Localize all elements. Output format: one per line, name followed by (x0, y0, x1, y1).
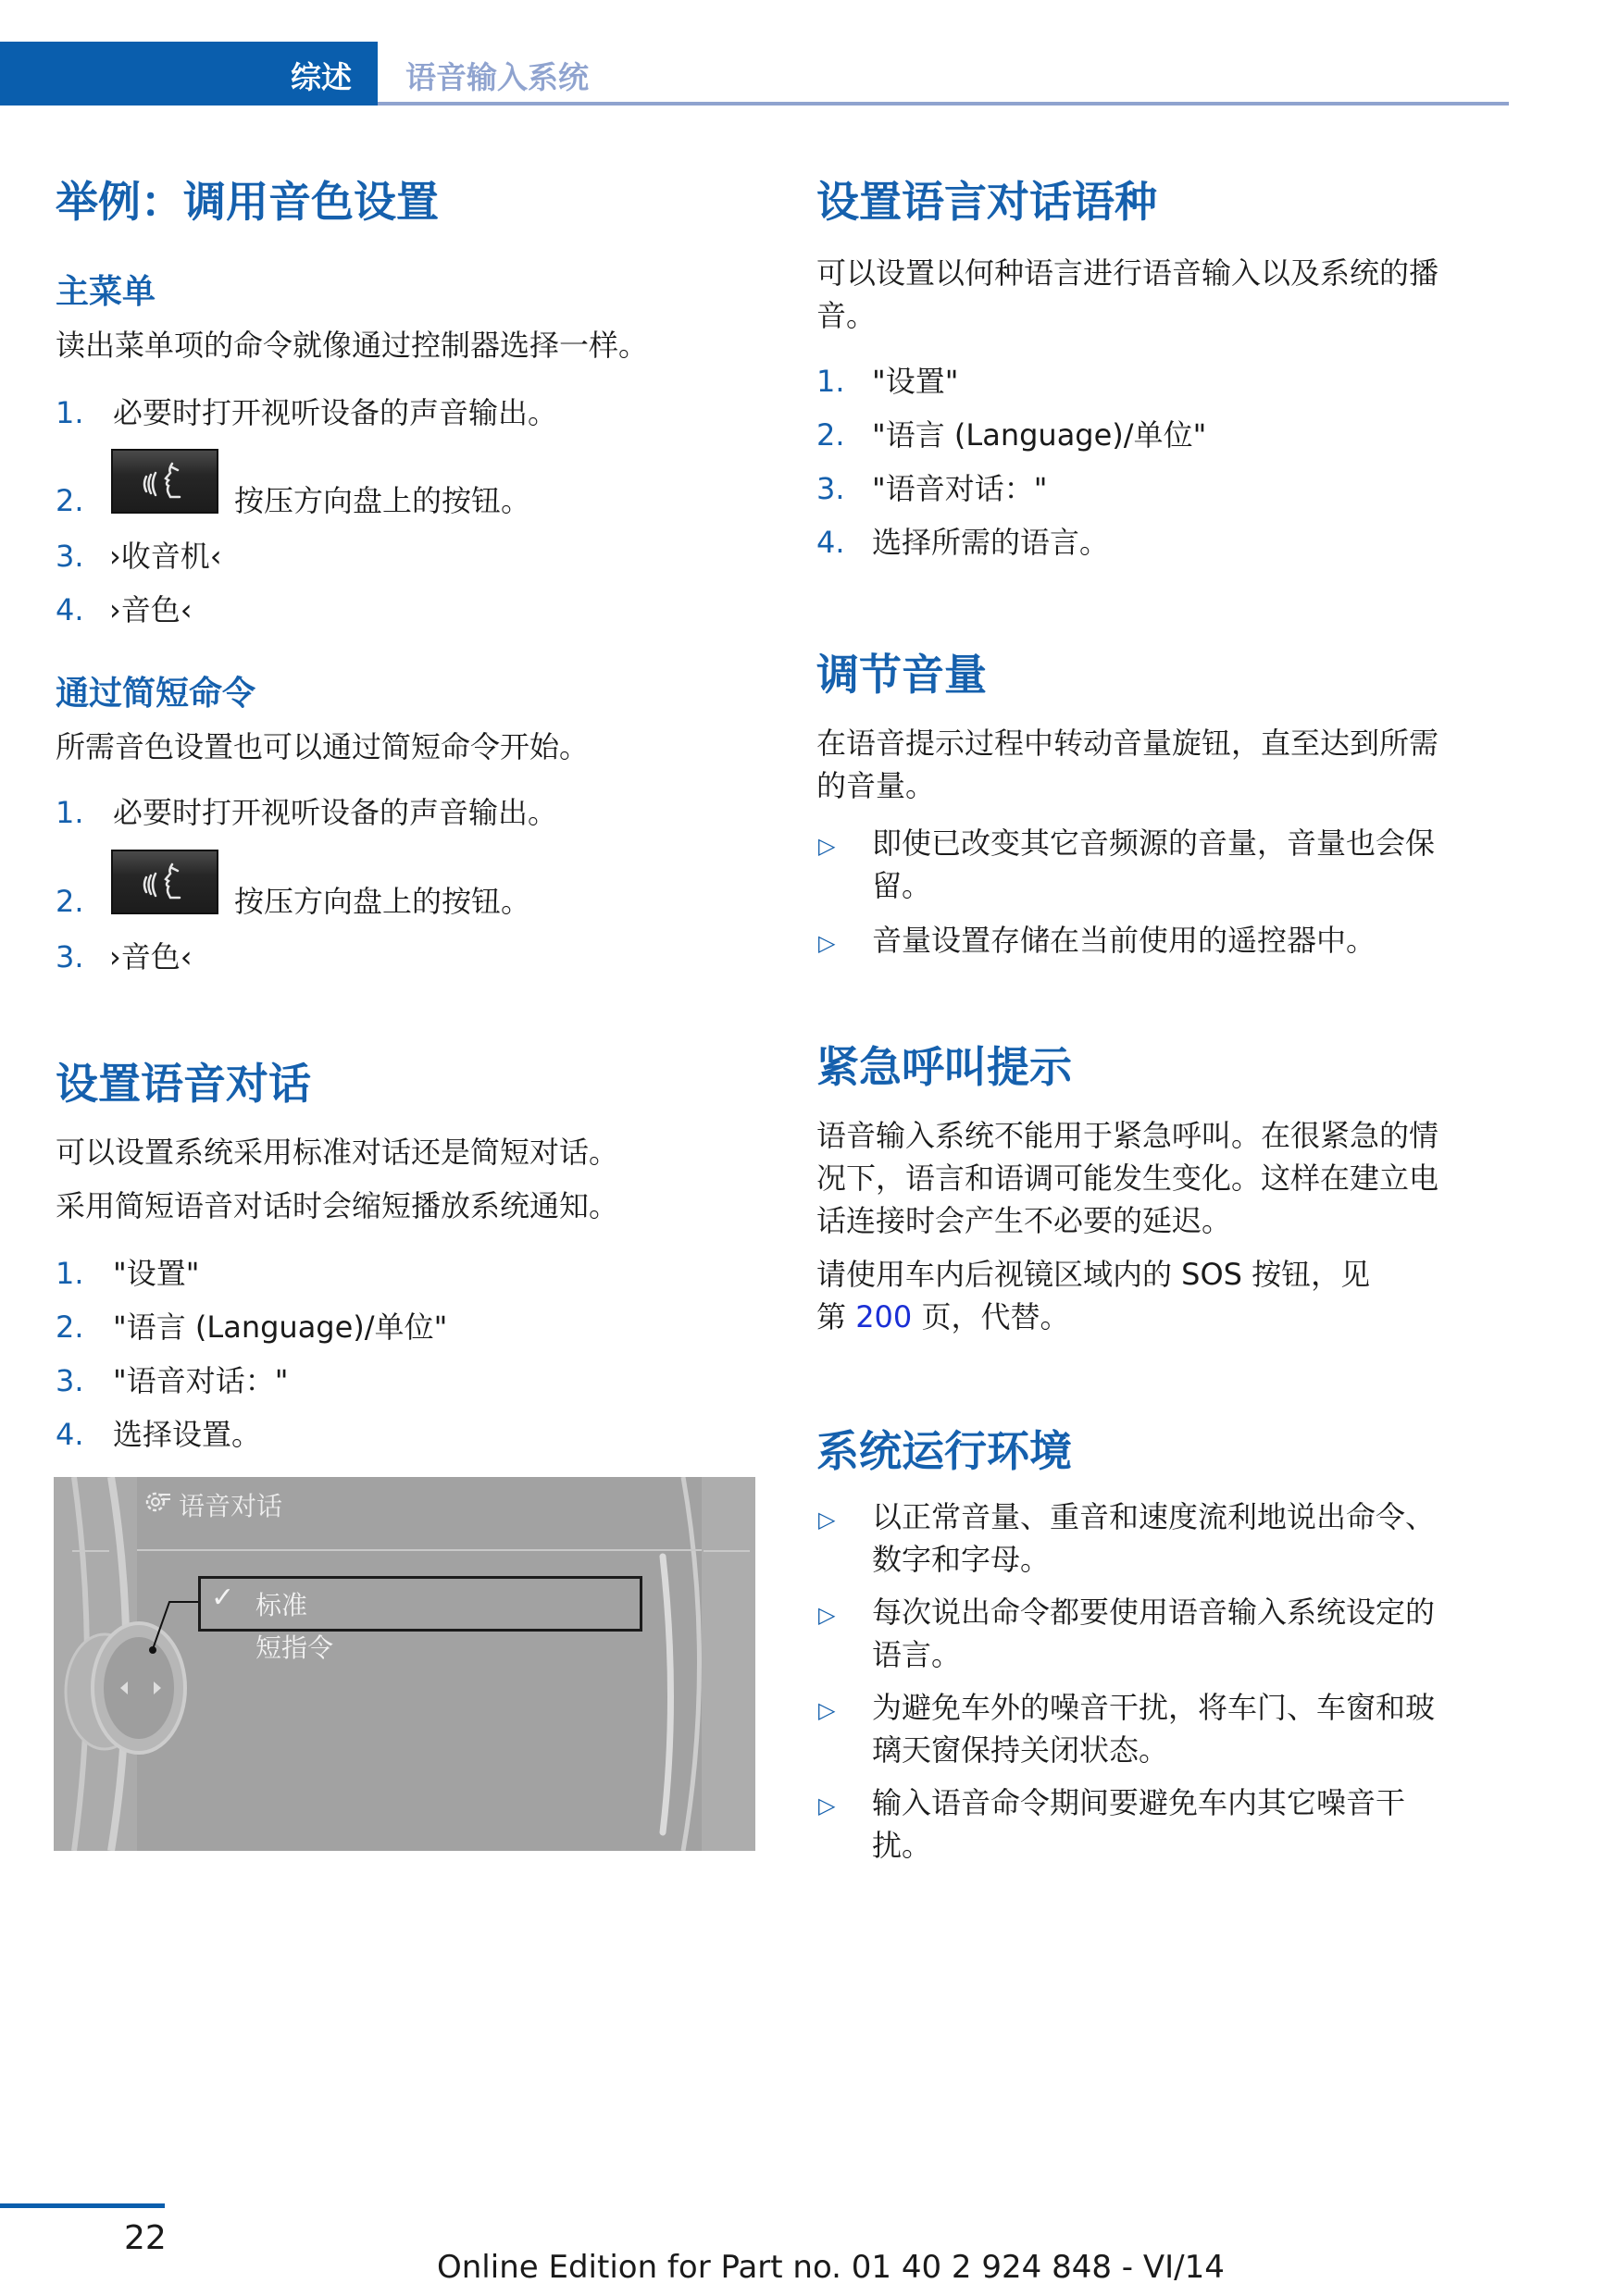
heading-volume: 调节音量 (816, 650, 987, 700)
step-text: "语音对话：" (113, 1363, 289, 1398)
header-section-label: 综述 (291, 59, 352, 95)
step-text: ›收音机‹ (109, 539, 222, 574)
heading-emergency: 紧急呼叫提示 (816, 1042, 1072, 1092)
step-number: 1. (816, 364, 845, 399)
paragraph-emergency-3: 话连接时会产生不必要的延迟。 (816, 1203, 1232, 1238)
paragraph-voice-dialog-1: 可以设置系统采用标准对话还是简短对话。 (56, 1135, 619, 1170)
header-chapter-label: 语音输入系统 (405, 59, 589, 95)
subheading-main-menu: 主菜单 (56, 273, 156, 311)
bullet-text-cont: 留。 (872, 868, 932, 903)
step-text: 选择设置。 (113, 1417, 262, 1452)
bullet-triangle-icon: ▷ (818, 930, 836, 956)
step-text: ›音色‹ (109, 939, 193, 974)
step-text: "语音对话：" (872, 471, 1048, 506)
bullet-triangle-icon: ▷ (818, 1697, 836, 1723)
step-number: 2. (56, 483, 84, 518)
gear-icon (143, 1486, 172, 1520)
step-number: 1. (56, 395, 84, 430)
heading-environment: 系统运行环境 (816, 1426, 1072, 1476)
step-number: 1. (56, 795, 84, 830)
step-number: 3. (816, 471, 845, 506)
paragraph-volume-2: 的音量。 (816, 768, 936, 803)
step-number: 2. (56, 1309, 84, 1345)
display-frame-arcs (54, 1477, 755, 1851)
paragraph-emergency-2: 况下，语言和语调可能发生变化。这样在建立电 (816, 1160, 1439, 1196)
bullet-text: 音量设置存储在当前使用的遥控器中。 (872, 923, 1376, 958)
option-standard[interactable]: 标准 (255, 1590, 308, 1620)
heading-voice-dialog: 设置语音对话 (56, 1059, 311, 1109)
paragraph-sos-1: 请使用车内后视镜区域内的 SOS 按钮，见 (816, 1257, 1371, 1292)
page-number: 22 (124, 2219, 167, 2257)
voice-command-button-icon (111, 850, 218, 914)
bullet-triangle-icon: ▷ (818, 833, 836, 859)
paragraph-short-command: 所需音色设置也可以通过简短命令开始。 (56, 729, 590, 764)
step-text: 按压方向盘上的按钮。 (234, 884, 531, 919)
paragraph-language-1: 可以设置以何种语言进行语音输入以及系统的播 (816, 255, 1439, 291)
step-text: ›音色‹ (109, 592, 193, 627)
step-number: 4. (816, 525, 845, 560)
step-number: 3. (56, 539, 84, 574)
bullet-text-cont: 数字和字母。 (872, 1542, 1051, 1577)
sos-prefix: 第 (816, 1299, 847, 1334)
step-text: 按压方向盘上的按钮。 (234, 483, 531, 518)
option-short-command[interactable]: 短指令 (255, 1632, 334, 1663)
step-number: 2. (56, 884, 84, 919)
paragraph-main-menu: 读出菜单项的命令就像通过控制器选择一样。 (56, 328, 649, 363)
heading-language: 设置语言对话语种 (816, 177, 1157, 227)
edition-note: Online Edition for Part no. 01 40 2 924 848 - VI/14 (437, 2249, 1225, 2286)
paragraph-language-2: 音。 (816, 298, 877, 333)
bullet-text: 每次说出命令都要使用语音输入系统设定的 (872, 1595, 1436, 1630)
header-divider (378, 102, 1509, 105)
paragraph-volume-1: 在语音提示过程中转动音量旋钮，直至达到所需 (816, 726, 1439, 761)
heading-example: 举例：调用音色设置 (56, 177, 439, 227)
footer-accent-line (0, 2203, 165, 2208)
step-text: "设置" (872, 364, 959, 399)
step-text: 选择所需的语言。 (872, 525, 1110, 560)
speaking-head-icon (137, 458, 193, 504)
bullet-text-cont: 璃天窗保持关闭状态。 (872, 1732, 1169, 1768)
page-reference-link[interactable]: 200 (855, 1299, 913, 1334)
screen-title-divider (137, 1549, 702, 1551)
paragraph-sos-2 (816, 1296, 1069, 1339)
bullet-text: 以正常音量、重音和速度流利地说出命令、 (872, 1499, 1436, 1534)
subheading-short-command: 通过简短命令 (56, 675, 256, 713)
step-number: 3. (56, 939, 84, 974)
step-number: 4. (56, 592, 84, 627)
idrive-screenshot (54, 1477, 755, 1851)
step-text: 必要时打开视听设备的声音输出。 (113, 395, 558, 430)
speaking-head-icon (137, 859, 193, 905)
step-text: "设置" (113, 1256, 200, 1291)
paragraph-emergency-1: 语音输入系统不能用于紧急呼叫。在很紧急的情 (816, 1118, 1439, 1153)
checkmark-icon: ✓ (211, 1582, 235, 1614)
step-number: 4. (56, 1417, 84, 1452)
bullet-text-cont: 语言。 (872, 1637, 962, 1672)
bullet-text-cont: 扰。 (872, 1828, 932, 1863)
bullet-triangle-icon: ▷ (818, 1507, 836, 1533)
paragraph-voice-dialog-2: 采用简短语音对话时会缩短播放系统通知。 (56, 1188, 619, 1223)
sos-suffix: 页，代替。 (921, 1299, 1070, 1334)
voice-command-button-icon (111, 449, 218, 514)
step-number: 2. (816, 417, 845, 453)
bullet-triangle-icon: ▷ (818, 1793, 836, 1818)
step-text: 必要时打开视听设备的声音输出。 (113, 795, 558, 830)
bullet-text: 输入语音命令期间要避免车内其它噪音干 (872, 1785, 1406, 1820)
step-text: "语言 (Language)/单位" (113, 1309, 448, 1345)
step-text: "语言 (Language)/单位" (872, 417, 1207, 453)
bullet-text: 即使已改变其它音频源的音量，音量也会保 (872, 825, 1436, 861)
screen-title: 语音对话 (179, 1491, 283, 1521)
step-number: 3. (56, 1363, 84, 1398)
step-number: 1. (56, 1256, 84, 1291)
bullet-triangle-icon: ▷ (818, 1602, 836, 1628)
bullet-text: 为避免车外的噪音干扰，将车门、车窗和玻 (872, 1690, 1436, 1725)
